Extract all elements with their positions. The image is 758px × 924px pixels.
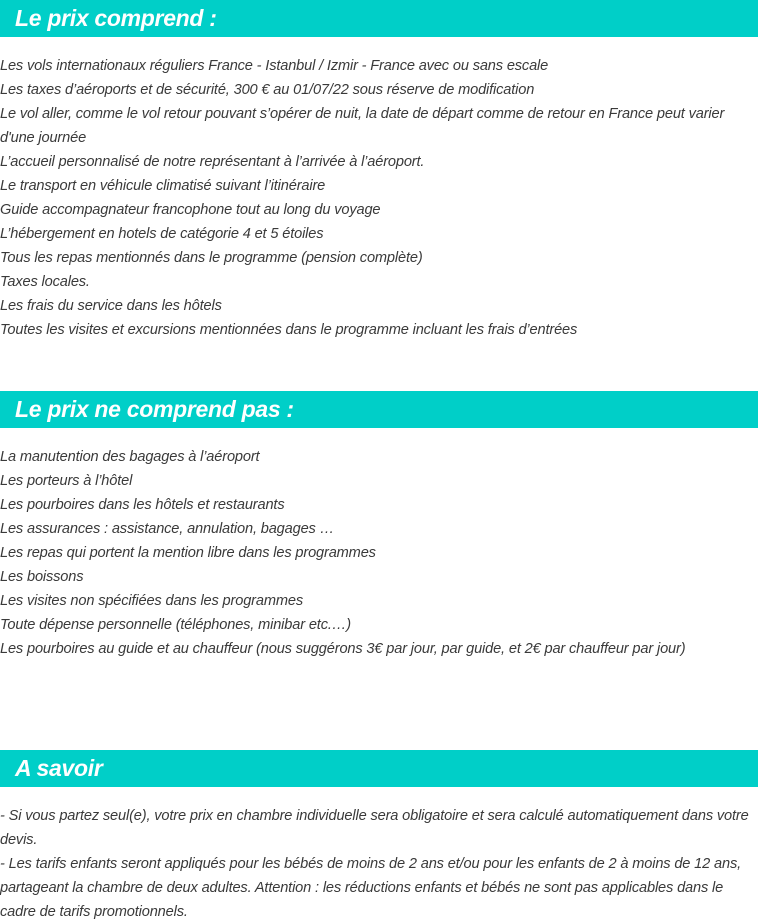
info-paragraph: - Si vous partez seul(e), votre prix en chambre individuelle sera obligatoire et sera calculé automatiquement dans votre devis. (0, 808, 749, 848)
includes-item: Tous les repas mentionnés dans le programme (pension complète) (0, 250, 423, 266)
info-header (0, 750, 758, 787)
includes-item: Taxes locales. (0, 274, 90, 290)
excludes-list (0, 445, 758, 661)
includes-title: Le prix comprend : (15, 5, 217, 31)
excludes-item: La manutention des bagages à l’aéroport (0, 449, 260, 465)
excludes-item: Les boissons (0, 569, 84, 585)
includes-header (0, 0, 758, 37)
includes-item: Les vols internationaux réguliers France - Istanbul / Izmir - France avec ou sans escale (0, 58, 549, 74)
includes-item: Le vol aller, comme le vol retour pouvant s’opérer de nuit, la date de départ comme de retour en France peut varier d'une journée (0, 106, 725, 146)
info-body (0, 804, 758, 924)
excludes-item: Les visites non spécifiées dans les programmes (0, 593, 303, 609)
includes-item: Guide accompagnateur francophone tout au long du voyage (0, 202, 381, 218)
excludes-header (0, 391, 758, 428)
includes-item: Le transport en véhicule climatisé suivant l’itinéraire (0, 178, 326, 194)
excludes-item: Toute dépense personnelle (téléphones, minibar etc.…) (0, 617, 351, 633)
includes-list (0, 54, 758, 342)
excludes-item: Les repas qui portent la mention libre dans les programmes (0, 545, 376, 561)
excludes-item: Les pourboires dans les hôtels et restaurants (0, 497, 285, 513)
info-paragraph: - Les tarifs enfants seront appliqués pour les bébés de moins de 2 ans et/ou pour les enfants de 2 à moins de 12 ans, partageant la chambre de deux adultes. Attention : les réductions enfants et bébés ne sont pas applicables dans le cadre de tarifs promotionnels. (0, 856, 741, 920)
includes-item: L’hébergement en hotels de catégorie 4 et 5 étoiles (0, 226, 324, 242)
excludes-title: Le prix ne comprend pas : (15, 396, 294, 422)
excludes-item: Les assurances : assistance, annulation, bagages … (0, 521, 335, 537)
includes-item: Les frais du service dans les hôtels (0, 298, 222, 314)
includes-item: L’accueil personnalisé de notre représentant à l’arrivée à l’aéroport. (0, 154, 425, 170)
includes-item: Les taxes d’aéroports et de sécurité, 300 € au 01/07/22 sous réserve de modification (0, 82, 535, 98)
excludes-item: Les pourboires au guide et au chauffeur (nous suggérons 3€ par jour, par guide, et 2€ par chauffeur par jour) (0, 641, 686, 657)
info-title: A savoir (15, 755, 103, 781)
includes-item: Toutes les visites et excursions mentionnées dans le programme incluant les frais d’entrées (0, 322, 578, 338)
excludes-item: Les porteurs à l’hôtel (0, 473, 133, 489)
